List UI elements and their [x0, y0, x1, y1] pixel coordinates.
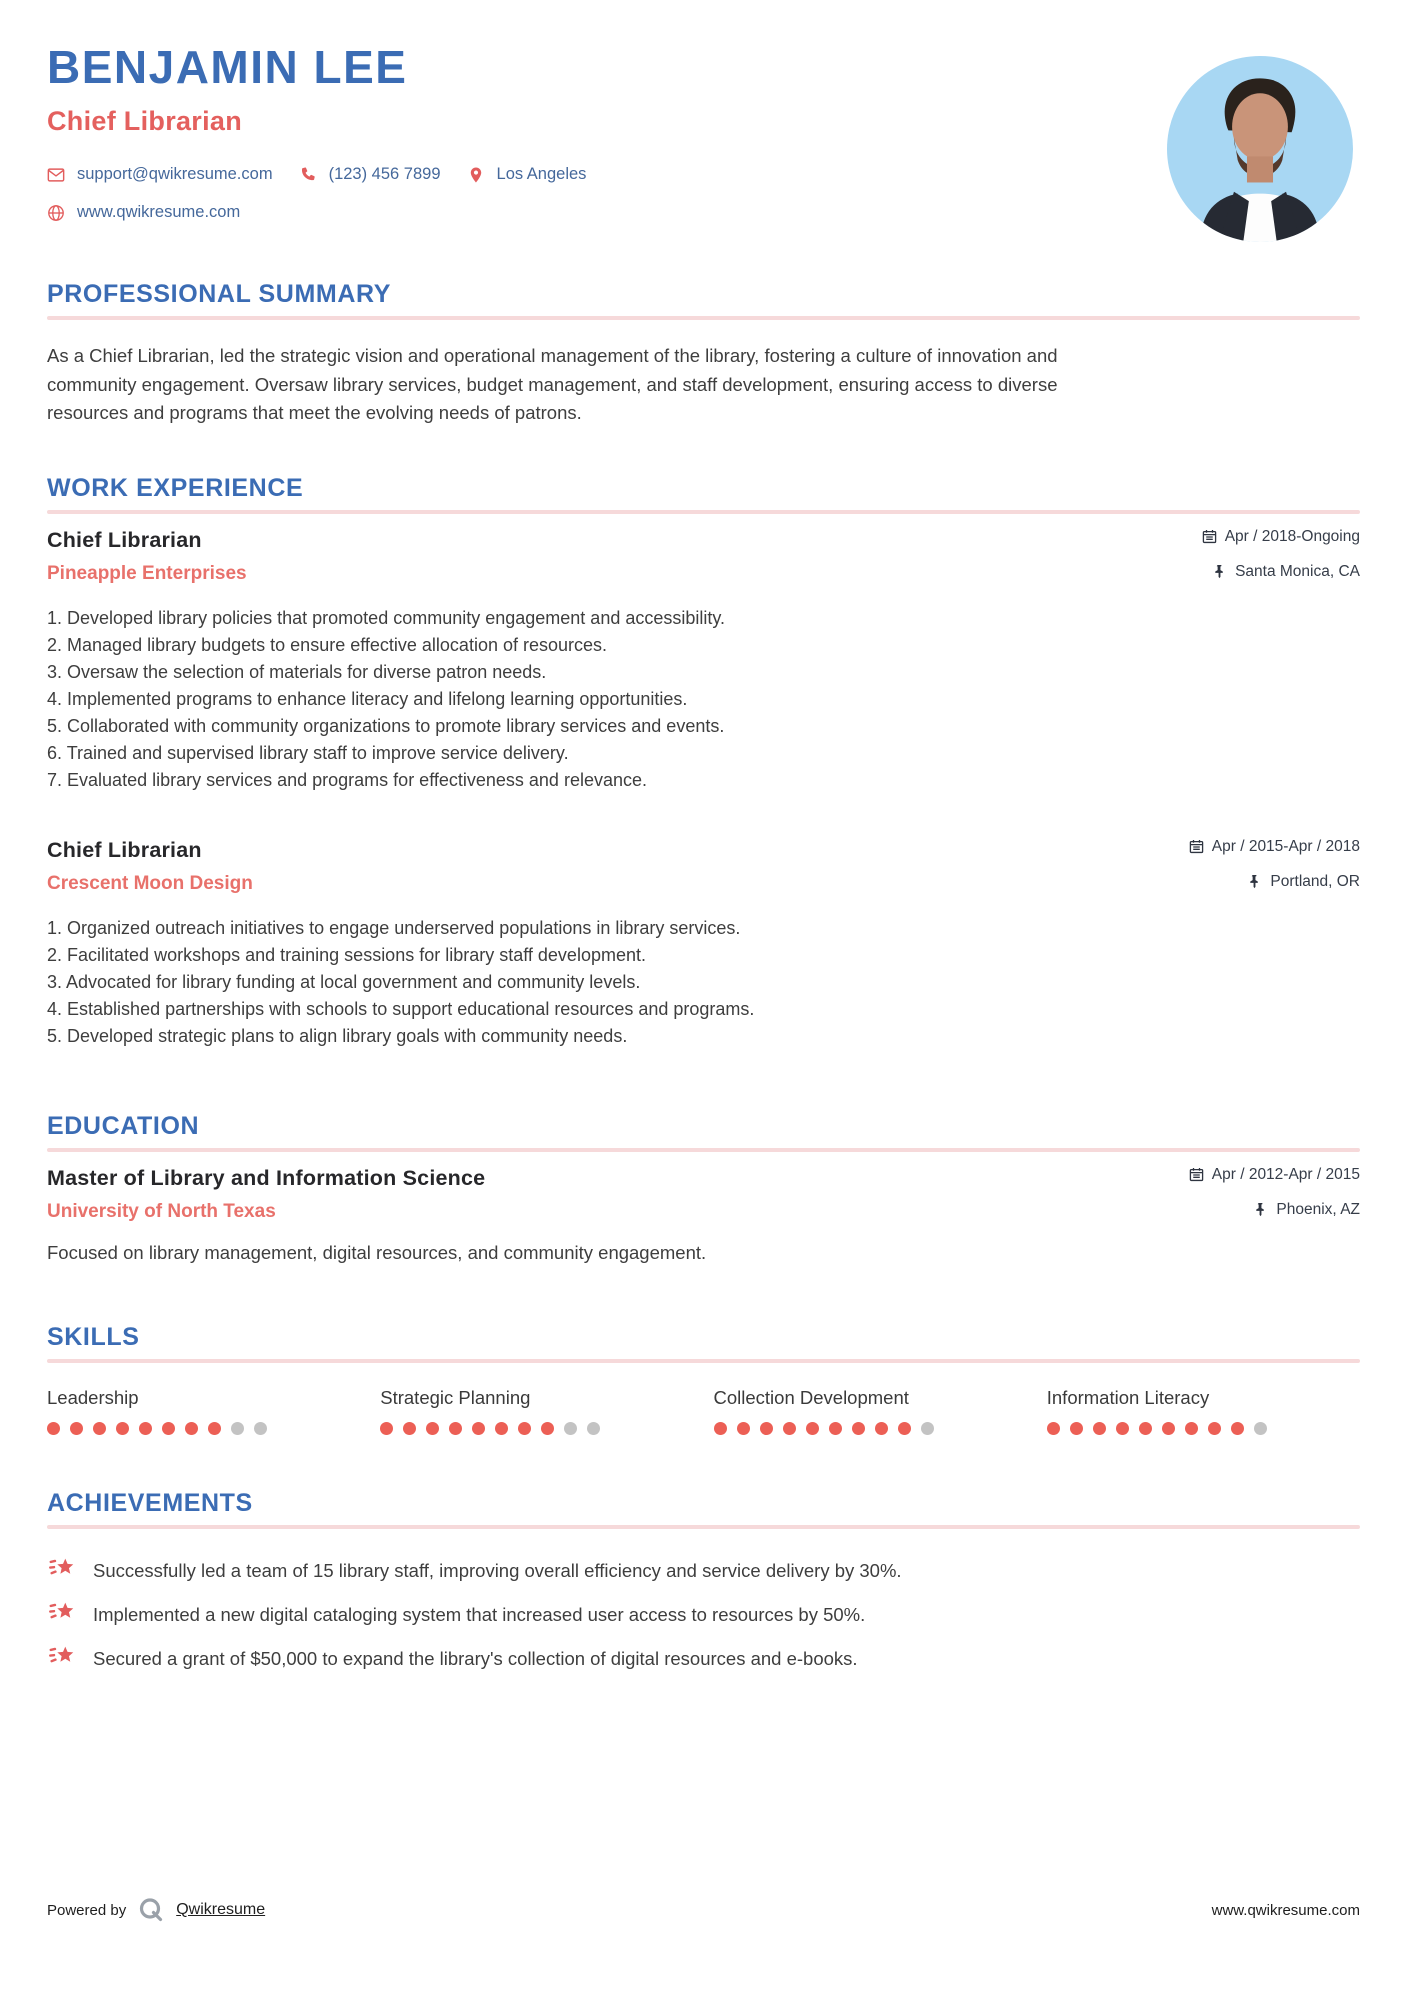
- skill-dot-filled: [70, 1422, 83, 1435]
- section-divider: [47, 510, 1360, 514]
- skill-dot-filled: [1185, 1422, 1198, 1435]
- job-bullet: Oversaw the selection of materials for diverse patron needs.: [67, 661, 547, 682]
- skill-dot-filled: [829, 1422, 842, 1435]
- skill-dot-filled: [93, 1422, 106, 1435]
- person-name: BENJAMIN LEE: [47, 41, 408, 93]
- summary-text: As a Chief Librarian, led the strategic vision and operational management of the library, fostering a culture of innovation and community engagement. Oversaw library services, budget management, and staff development, ensuring access to diverse resources and programs that meet the evolving needs of patrons.: [47, 345, 1058, 423]
- skill-dot-filled: [518, 1422, 531, 1435]
- education-heading: EDUCATION: [47, 1111, 200, 1140]
- skill-dot-empty: [587, 1422, 600, 1435]
- qwikresume-logo-icon: [136, 1895, 166, 1925]
- qwikresume-brand-link[interactable]: Qwikresume: [176, 1901, 266, 1918]
- section-divider: [47, 1148, 1360, 1152]
- section-education: [47, 1112, 1360, 1267]
- location-text: Los Angeles: [496, 165, 587, 183]
- job-bullet: Established partnerships with schools to support educational resources and programs.: [67, 998, 755, 1019]
- skill-dot-filled: [472, 1422, 485, 1435]
- achievement-star-icon: [47, 1553, 77, 1583]
- contact-row-1: [47, 165, 1360, 184]
- achievement-text: Secured a grant of $50,000 to expand the library's collection of digital resources and e-books.: [93, 1647, 858, 1669]
- section-achievements: [47, 1489, 1360, 1673]
- skill-dot-filled: [1139, 1422, 1152, 1435]
- contact-email[interactable]: [47, 165, 273, 184]
- skill-item: [47, 1387, 360, 1435]
- email-text: support@qwikresume.com: [77, 165, 273, 183]
- globe-icon: [47, 204, 65, 222]
- skill-dot-filled: [139, 1422, 152, 1435]
- achievement-list: [47, 1555, 1360, 1673]
- skill-dot-empty: [921, 1422, 934, 1435]
- powered-by-label: Powered by: [47, 1901, 127, 1919]
- skill-dot-filled: [426, 1422, 439, 1435]
- pushpin-icon: [1253, 1202, 1268, 1217]
- phone-text: (123) 456 7899: [328, 165, 441, 183]
- job-bullet: Facilitated workshops and training sessions for library staff development.: [67, 944, 646, 965]
- skill-dot-filled: [1047, 1422, 1060, 1435]
- job-title: Chief Librarian: [47, 837, 202, 862]
- achievement-item: [47, 1555, 1360, 1585]
- pushpin-icon: [1212, 564, 1227, 579]
- achievement-star-icon: [47, 1597, 77, 1627]
- skill-dot-filled: [714, 1422, 727, 1435]
- skill-dot-empty: [1254, 1422, 1267, 1435]
- skill-dot-filled: [208, 1422, 221, 1435]
- job-location: Portland, OR: [1247, 873, 1360, 891]
- skill-level-dots: [380, 1422, 693, 1435]
- school-name: University of North Texas: [47, 1200, 276, 1222]
- achievement-item: [47, 1643, 1360, 1673]
- section-divider: [47, 1359, 1360, 1363]
- job-bullet: Managed library budgets to ensure effective allocation of resources.: [67, 634, 608, 655]
- skills-heading: SKILLS: [47, 1322, 140, 1351]
- achievement-item: [47, 1599, 1360, 1629]
- degree-title: Master of Library and Information Science: [47, 1165, 486, 1190]
- skill-dot-filled: [449, 1422, 462, 1435]
- job-bullet: Evaluated library services and programs for effectiveness and relevance.: [67, 769, 647, 790]
- achievement-text: Implemented a new digital cataloging system that increased user access to resources by 50%.: [93, 1603, 866, 1625]
- education-location: Phoenix, AZ: [1253, 1201, 1360, 1219]
- skill-dot-filled: [47, 1422, 60, 1435]
- job-title: Chief Librarian: [47, 527, 202, 552]
- person-job-title: Chief Librarian: [47, 106, 243, 136]
- skills-grid: [47, 1387, 1360, 1435]
- skill-dot-filled: [1070, 1422, 1083, 1435]
- skill-dot-empty: [231, 1422, 244, 1435]
- job-bullet: Advocated for library funding at local government and community levels.: [66, 971, 641, 992]
- calendar-icon: [1189, 839, 1204, 854]
- calendar-icon: [1202, 529, 1217, 544]
- achievement-star-icon: [47, 1641, 77, 1671]
- skill-dot-filled: [380, 1422, 393, 1435]
- education-date: Apr / 2012-Apr / 2015: [1189, 1166, 1360, 1184]
- skill-dot-filled: [806, 1422, 819, 1435]
- skill-dot-filled: [852, 1422, 865, 1435]
- skill-dot-filled: [783, 1422, 796, 1435]
- skill-level-dots: [714, 1422, 1027, 1435]
- skill-dot-filled: [116, 1422, 129, 1435]
- email-icon: [47, 166, 65, 184]
- skill-dot-filled: [1231, 1422, 1244, 1435]
- skill-dot-filled: [185, 1422, 198, 1435]
- job-entries: [47, 528, 1360, 1050]
- skill-name: Strategic Planning: [380, 1386, 531, 1408]
- skill-dot-filled: [760, 1422, 773, 1435]
- contact-website[interactable]: [47, 203, 240, 222]
- pushpin-icon: [1247, 874, 1262, 889]
- contact-phone: [299, 165, 441, 184]
- section-divider: [47, 1525, 1360, 1529]
- phone-icon: [299, 166, 317, 184]
- achievement-text: Successfully led a team of 15 library staff, improving overall efficiency and service delivery by 30%.: [93, 1559, 902, 1581]
- section-skills: [47, 1323, 1360, 1435]
- skill-dot-filled: [495, 1422, 508, 1435]
- work-heading: WORK EXPERIENCE: [47, 473, 304, 502]
- skill-dot-filled: [541, 1422, 554, 1435]
- job-location: Santa Monica, CA: [1212, 563, 1360, 581]
- skill-dot-filled: [1208, 1422, 1221, 1435]
- section-divider: [47, 316, 1360, 320]
- skill-dot-empty: [254, 1422, 267, 1435]
- profile-photo: [1167, 56, 1353, 242]
- skill-dot-empty: [564, 1422, 577, 1435]
- skill-name: Information Literacy: [1046, 1386, 1210, 1408]
- job-bullet: Collaborated with community organizations to promote library services and events.: [67, 715, 725, 736]
- job-bullet: Implemented programs to enhance literacy and lifelong learning opportunities.: [67, 688, 688, 709]
- job-bullet-list: [47, 915, 1360, 1050]
- calendar-icon: [1189, 1167, 1204, 1182]
- section-summary: [47, 280, 1360, 428]
- company-name: Crescent Moon Design: [47, 872, 253, 894]
- skill-dot-filled: [898, 1422, 911, 1435]
- skill-dot-filled: [875, 1422, 888, 1435]
- skill-dot-filled: [403, 1422, 416, 1435]
- skill-item: [380, 1387, 693, 1435]
- job-bullet-list: [47, 605, 1360, 794]
- skill-level-dots: [1047, 1422, 1360, 1435]
- skill-item: [714, 1387, 1027, 1435]
- job-bullet: Developed strategic plans to align library goals with community needs.: [67, 1025, 628, 1046]
- achievements-heading: ACHIEVEMENTS: [47, 1488, 253, 1517]
- skill-name: Collection Development: [713, 1386, 909, 1408]
- job-bullet: Trained and supervised library staff to improve service delivery.: [66, 742, 569, 763]
- website-text: www.qwikresume.com: [77, 203, 241, 221]
- job-date: Apr / 2018-Ongoing: [1202, 528, 1360, 546]
- skill-dot-filled: [737, 1422, 750, 1435]
- job-date: Apr / 2015-Apr / 2018: [1189, 838, 1360, 856]
- skill-dot-filled: [162, 1422, 175, 1435]
- skill-dot-filled: [1162, 1422, 1175, 1435]
- header: [47, 41, 1360, 222]
- footer-website-url[interactable]: www.qwikresume.com: [1211, 1901, 1360, 1919]
- job-entry: [47, 528, 1360, 794]
- footer: [47, 1895, 1360, 1925]
- job-entry: [47, 838, 1360, 1050]
- section-work-experience: [47, 474, 1360, 1050]
- job-bullet: Organized outreach initiatives to engage underserved populations in library services.: [67, 917, 741, 938]
- profile-photo-illustration: [1167, 56, 1353, 242]
- contact-location: [467, 165, 587, 184]
- skill-name: Leadership: [47, 1386, 139, 1408]
- contact-row-2: [47, 203, 1360, 222]
- company-name: Pineapple Enterprises: [47, 562, 247, 584]
- education-description: Focused on library management, digital resources, and community engagement.: [47, 1241, 707, 1263]
- location-pin-icon: [467, 166, 485, 184]
- skill-dot-filled: [1093, 1422, 1106, 1435]
- education-entry: [47, 1166, 1360, 1267]
- skill-dot-filled: [1116, 1422, 1129, 1435]
- skill-level-dots: [47, 1422, 360, 1435]
- skill-item: [1047, 1387, 1360, 1435]
- job-bullet: Developed library policies that promoted community engagement and accessibility.: [67, 607, 726, 628]
- summary-heading: PROFESSIONAL SUMMARY: [47, 280, 391, 308]
